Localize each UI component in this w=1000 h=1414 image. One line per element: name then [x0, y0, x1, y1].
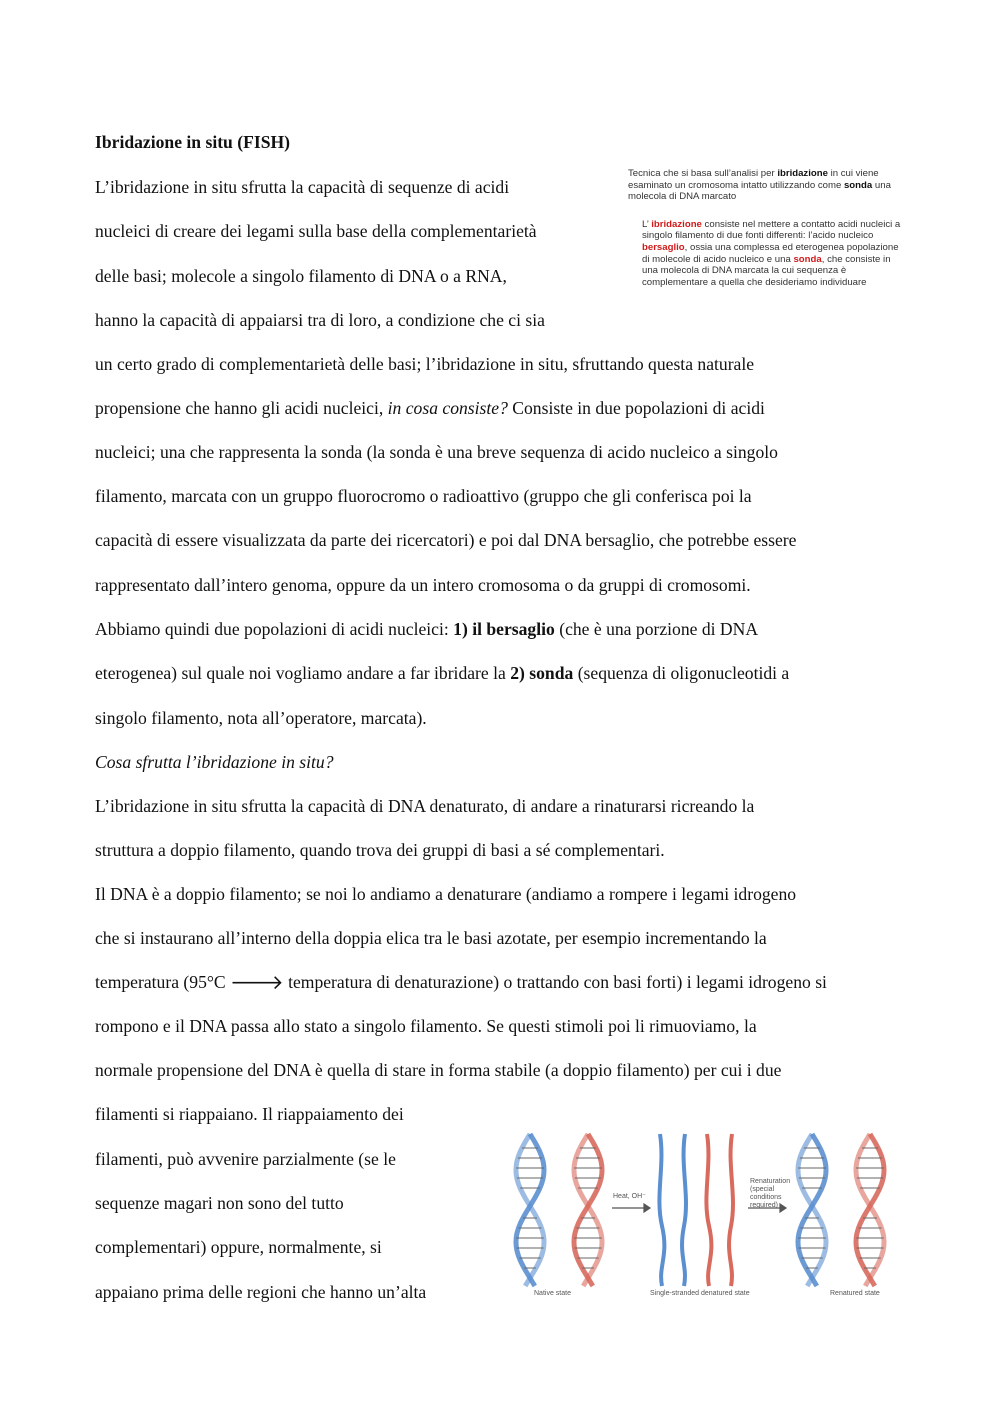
text-line: delle basi; molecole a singolo filamento di DNA o a RNA,: [95, 266, 507, 286]
text-line: L’ibridazione in situ sfrutta la capacità di DNA denaturato, di andare a rinaturarsi ricreando la: [95, 796, 755, 816]
renaturation-label: Renaturation (special conditions required): [750, 1178, 791, 1209]
text-line: rompono e il DNA passa allo stato a singolo filamento. Se questi stimoli poi li rimuoviamo, la: [95, 1016, 757, 1036]
text-line: Il DNA è a doppio filamento; se noi lo andiamo a denaturare (andiamo a rompere i legami idrogeno: [95, 884, 797, 904]
single-strand-red-2: [729, 1134, 733, 1286]
text-line: temperatura (95°C 🡒 temperatura di denaturazione) o trattando con basi forti) i legami idrogeno si: [95, 970, 827, 994]
text-line: eterogenea) sul quale noi vogliamo andare a far ibridare la 2) sonda (sequenza di oligonucleotidi a: [95, 663, 790, 683]
text-line: nucleici di creare dei legami sulla base della complementarietà: [95, 221, 537, 241]
text-line: appaiano prima delle regioni che hanno un’alta: [95, 1282, 427, 1302]
denatured-state-label: Single-stranded denatured state: [650, 1290, 750, 1297]
heat-arrow-head: [644, 1204, 650, 1212]
text-line: rappresentato dall’intero genoma, oppure da un intero cromosoma o da gruppi di cromosomi.: [95, 575, 751, 595]
text-line: propensione che hanno gli acidi nucleici, in cosa consiste? Consiste in due popolazioni di acidi: [95, 398, 765, 418]
text-line: L’ibridazione in situ sfrutta la capacità di sequenze di acidi: [95, 177, 510, 197]
text-line: sequenze magari non sono del tutto: [95, 1193, 344, 1213]
text-line: filamento, marcata con un gruppo fluorocromo o radioattivo (gruppo che gli conferisca poi la: [95, 486, 752, 506]
dna-figure-svg: [500, 1126, 898, 1296]
text-line: nucleici; una che rappresenta la sonda (la sonda è una breve sequenza di acido nucleico a singolo: [95, 442, 778, 462]
renatured-state-label: Renatured state: [830, 1290, 880, 1297]
single-strand-red-1: [706, 1134, 711, 1286]
dna-denaturation-figure: [500, 1126, 898, 1306]
note-hybridization: L’ ibridazione consiste nel mettere a contatto acidi nucleici a singolo filamento di due fonti differenti: l’acido nucleico bersaglio, ossia una complessa ed eterogenea popolazione di molecole di acido nucleico e una sonda, che consiste in una molecola di DNA marcata la cui sequenza è complementare a quella che desideriamo individuare: [642, 218, 901, 288]
section-question: Cosa sfrutta l’ibridazione in situ?: [95, 752, 334, 772]
text-line: un certo grado di complementarietà delle basi; l’ibridazione in situ, sfruttando questa naturale: [95, 354, 755, 374]
native-state-label: Native state: [534, 1290, 571, 1297]
text-line: hanno la capacità di appaiarsi tra di loro, a condizione che ci sia: [95, 310, 545, 330]
text-line: filamenti, può avvenire parzialmente (se le: [95, 1149, 396, 1169]
text-line: capacità di essere visualizzata da parte dei ricercatori) e poi dal DNA bersaglio, che potrebbe essere: [95, 530, 797, 550]
text-line: filamenti si riappaiano. Il riappaiamento dei: [95, 1104, 404, 1124]
arrow-right-icon: 🡒: [230, 970, 284, 994]
single-strand-blue-1: [659, 1134, 664, 1286]
text-line: normale propensione del DNA è quella di stare in forma stabile (a doppio filamento) per cui i due: [95, 1060, 782, 1080]
text-line: struttura a doppio filamento, quando trova dei gruppi di basi a sé complementari.: [95, 840, 665, 860]
text-line: singolo filamento, nota all’operatore, marcata).: [95, 708, 427, 728]
single-strand-blue-2: [682, 1134, 686, 1286]
heat-label: Heat, OH⁻: [613, 1193, 646, 1200]
text-line: complementari) oppure, normalmente, si: [95, 1237, 382, 1257]
note-definition: Tecnica che si basa sull’analisi per ibridazione in cui viene esaminato un cromosoma intatto utilizzando come sonda una molecola di DNA marcato: [628, 168, 891, 203]
text-line: Abbiamo quindi due popolazioni di acidi nucleici: 1) il bersaglio (che è una porzione di DNA: [95, 619, 759, 639]
side-note: [628, 168, 908, 288]
page-title: Ibridazione in situ (FISH): [95, 132, 291, 152]
text-line: che si instaurano all’interno della doppia elica tra le basi azotate, per esempio incrementando la: [95, 928, 767, 948]
